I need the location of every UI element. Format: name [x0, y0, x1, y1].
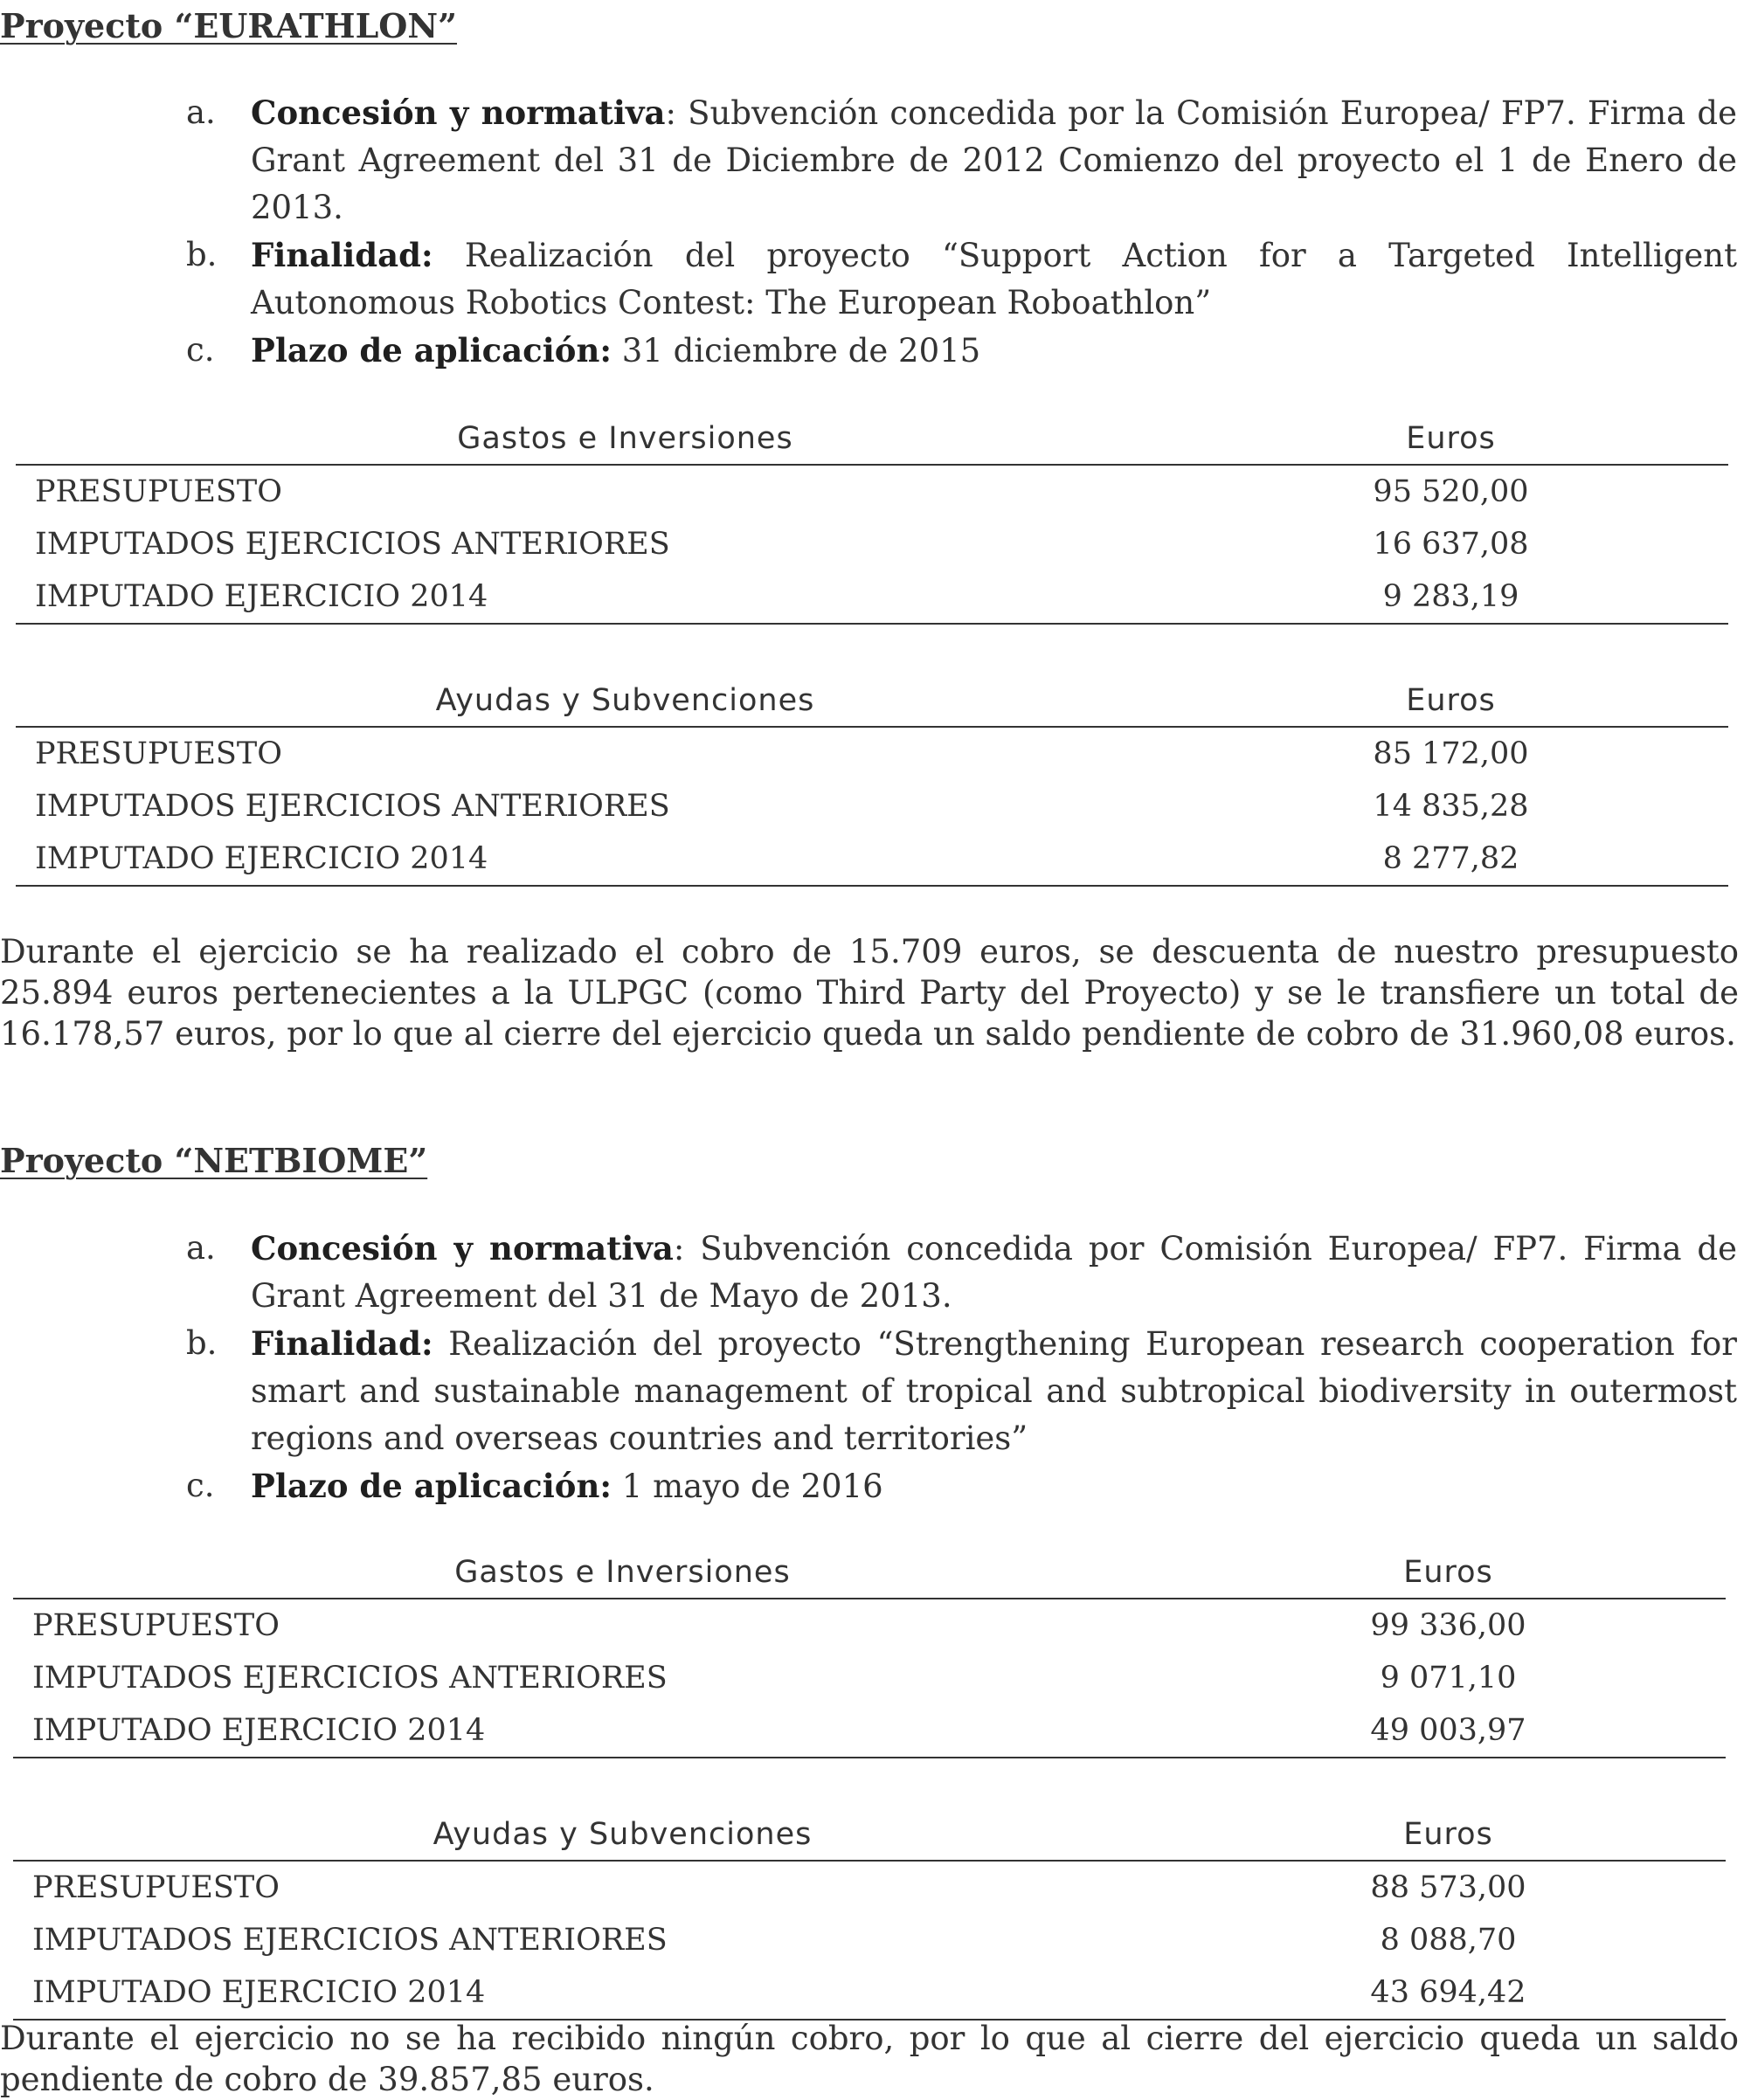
table-row	[16, 832, 1728, 886]
column-header-concept: Ayudas y Subvenciones	[13, 1809, 1232, 1861]
row-concept: PRESUPUESTO	[35, 736, 282, 771]
column-header-amount: Euros	[1235, 675, 1728, 727]
row-amount: 8 277,82	[1235, 832, 1728, 886]
item-label: Finalidad:	[251, 236, 433, 274]
row-concept: IMPUTADOS EJERCICIOS ANTERIORES	[32, 1923, 668, 1958]
item-letter: a.	[186, 93, 216, 131]
item-text: Realización del proyecto “Strengthening European research cooperation for smart and sustainable management of tropical and subtropical biodiversity in outermost regions and overseas countries and territories”	[251, 1325, 1737, 1457]
column-header-amount: Euros	[1235, 413, 1728, 465]
ayudas-table	[13, 1809, 1726, 2021]
item-text: : Subvención concedida por Comisión Europea/ FP7. Firma de Grant Agreement del 31 de Mayo de 2013.	[251, 1230, 1737, 1315]
row-amount: 9 071,10	[1380, 1661, 1517, 1696]
row-concept: IMPUTADOS EJERCICIOS ANTERIORES	[32, 1661, 668, 1696]
row-amount: 88 573,00	[1370, 1870, 1526, 1905]
gastos-table	[13, 1547, 1726, 1758]
row-concept: PRESUPUESTO	[32, 1608, 280, 1643]
row-concept: PRESUPUESTO	[35, 474, 282, 509]
detail-item-finalidad	[0, 231, 1744, 327]
row-concept: IMPUTADO EJERCICIO 2014	[13, 1966, 1232, 2020]
column-header-amount: Euros	[1232, 1809, 1726, 1861]
table-row	[13, 1861, 1726, 1914]
item-text: 31 diciembre de 2015	[612, 332, 981, 370]
column-header-concept: Gastos e Inversiones	[13, 1547, 1232, 1599]
table-row	[16, 780, 1728, 832]
row-amount: 85 172,00	[1373, 736, 1529, 771]
row-amount: 43 694,42	[1232, 1966, 1726, 2020]
collection-note-eurathlon: Durante el ejercicio se ha realizado el cobro de 15.709 euros, se descuenta de nuestro presupuesto 25.894 euros pertenecientes a la ULPGC (como Third Party del Proyecto) y se le transfiere un total de 16.178,57 euros, por lo que al cierre del ejercicio queda un saldo pendiente de cobro de 31.960,08 euros.	[0, 933, 1739, 1053]
gastos-table	[16, 413, 1728, 625]
item-letter: c.	[186, 1467, 215, 1504]
table-row	[13, 1599, 1726, 1652]
table-row	[13, 1914, 1726, 1966]
item-text: 1 mayo de 2016	[612, 1468, 883, 1505]
row-amount: 14 835,28	[1373, 789, 1529, 824]
table-row	[13, 1652, 1726, 1704]
item-letter: c.	[186, 331, 215, 369]
table-header-row	[16, 413, 1728, 465]
item-label: Finalidad:	[251, 1324, 433, 1363]
column-header-concept: Gastos e Inversiones	[16, 413, 1235, 465]
table-header-row	[16, 675, 1728, 727]
row-concept: IMPUTADOS EJERCICIOS ANTERIORES	[35, 527, 670, 562]
row-concept: IMPUTADO EJERCICIO 2014	[16, 570, 1235, 624]
item-label: Plazo de aplicación:	[251, 1467, 612, 1505]
table-row	[13, 1966, 1726, 2020]
ayudas-table	[16, 675, 1728, 887]
detail-item-concesion	[0, 89, 1744, 231]
row-amount: 99 336,00	[1370, 1608, 1526, 1643]
column-header-concept: Ayudas y Subvenciones	[16, 675, 1235, 727]
row-concept: IMPUTADO EJERCICIO 2014	[16, 832, 1235, 886]
detail-item-plazo	[0, 327, 1744, 375]
project-title-netbiome: Proyecto “NETBIOME”	[0, 1141, 428, 1180]
table-header-row	[13, 1809, 1726, 1861]
row-amount: 49 003,97	[1232, 1704, 1726, 1758]
row-amount: 95 520,00	[1373, 474, 1529, 509]
row-concept: IMPUTADOS EJERCICIOS ANTERIORES	[35, 789, 670, 824]
item-label: Plazo de aplicación:	[251, 331, 612, 370]
row-amount: 16 637,08	[1373, 527, 1529, 562]
project-details-list	[0, 89, 1744, 375]
project-title-eurathlon: Proyecto “EURATHLON”	[0, 6, 458, 45]
row-amount: 9 283,19	[1235, 570, 1728, 624]
table-row	[16, 518, 1728, 570]
collection-note-netbiome: Durante el ejercicio no se ha recibido ningún cobro, por lo que al cierre del ejercicio queda un saldo pendiente de cobro de 39.857,85 euros.	[0, 2020, 1739, 2098]
item-label: Concesión y normativa	[251, 1229, 674, 1268]
table-row	[16, 465, 1728, 518]
item-letter: b.	[186, 236, 218, 273]
detail-item-finalidad	[0, 1320, 1744, 1462]
row-amount: 8 088,70	[1380, 1923, 1517, 1958]
table-row	[16, 570, 1728, 624]
column-header-amount: Euros	[1232, 1547, 1726, 1599]
project-details-list	[0, 1225, 1744, 1510]
row-concept: PRESUPUESTO	[32, 1870, 280, 1905]
row-concept: IMPUTADO EJERCICIO 2014	[13, 1704, 1232, 1758]
item-label: Concesión y normativa	[251, 93, 666, 132]
table-row	[13, 1704, 1726, 1758]
detail-item-concesion	[0, 1225, 1744, 1320]
table-header-row	[13, 1547, 1726, 1599]
table-row	[16, 727, 1728, 780]
item-letter: a.	[186, 1229, 216, 1267]
item-text: : Subvención concedida por la Comisión Europea/ FP7. Firma de Grant Agreement del 31 de Diciembre de 2012 Comienzo del proyecto el 1 de Enero de 2013.	[251, 94, 1737, 226]
item-text: Realización del proyecto “Support Action for a Targeted Intelligent Autonomous Robotics Contest: The European Roboathlon”	[251, 237, 1737, 321]
item-letter: b.	[186, 1324, 218, 1362]
detail-item-plazo	[0, 1462, 1744, 1510]
